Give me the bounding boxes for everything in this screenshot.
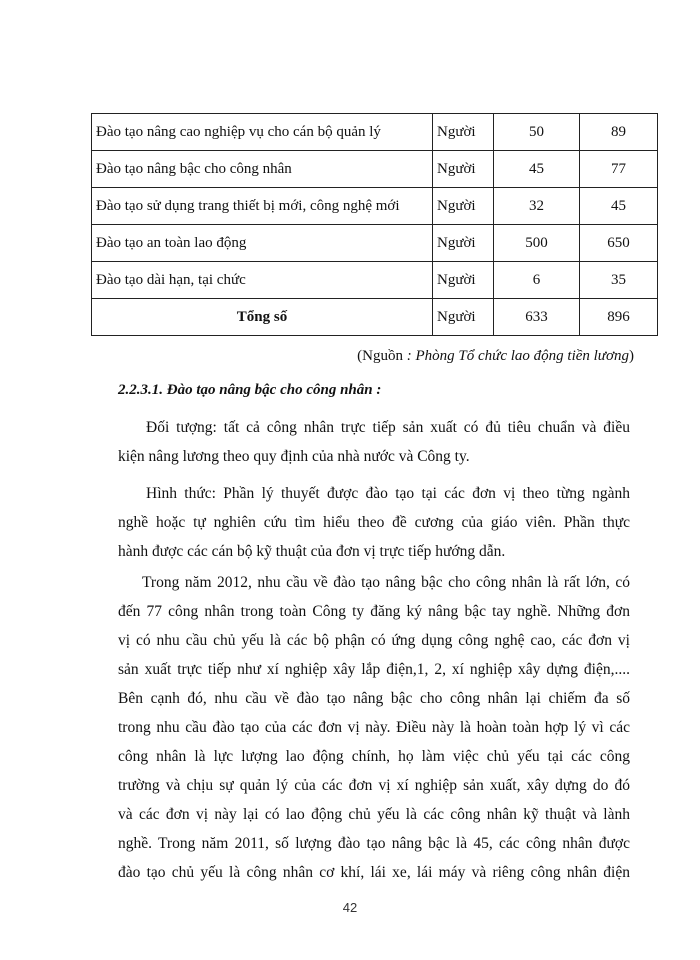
table-total-row	[92, 299, 658, 336]
table-source-note	[357, 348, 634, 365]
paragraph-line: sản xuất trực tiếp như xí nghiệp xây lắp điện,1, 2, xí nghiệp xây dựng điện,....	[118, 661, 630, 678]
paragraph-line: Trong năm 2012, nhu cầu về đào tạo nâng bậc cho công nhân là rất lớn, có	[142, 574, 630, 591]
source-suffix: )	[629, 348, 634, 364]
total-value-2012: 896	[580, 299, 658, 336]
training-table	[91, 113, 658, 336]
paragraph-line: công nhân là lực lượng lao động chính, họ làm việc chủ yếu tại các công	[118, 748, 630, 765]
total-unit: Người	[433, 299, 494, 336]
section-heading: 2.2.3.1. Đào tạo nâng bậc cho công nhân :	[118, 382, 382, 398]
paragraph-line: kiện nâng lương theo quy định của nhà nước và Công ty.	[118, 448, 470, 465]
table-row	[92, 151, 658, 188]
paragraph-line: trường và chịu sự quản lý của các đơn vị xí nghiệp sản xuất, xây dựng do đó	[118, 777, 630, 794]
row-value-2012: 89	[580, 114, 658, 151]
row-name: Đào tạo an toàn lao động	[92, 225, 433, 262]
source-text: : Phòng Tổ chức lao động tiền lương	[402, 348, 629, 364]
row-value-2012: 45	[580, 188, 658, 225]
paragraph-line: hành được các cán bộ kỹ thuật của đơn vị trực tiếp hướng dẫn.	[118, 543, 506, 560]
paragraph-line: nghề. Trong năm 2011, số lượng đào tạo nâng bậc là 45, các công nhân được	[118, 835, 630, 852]
table-row	[92, 114, 658, 151]
row-value-2012: 35	[580, 262, 658, 299]
row-value-2011: 6	[494, 262, 580, 299]
row-unit: Người	[433, 114, 494, 151]
row-value-2011: 45	[494, 151, 580, 188]
page-number: 42	[342, 900, 358, 915]
row-name: Đào tạo dài hạn, tại chức	[92, 262, 433, 299]
paragraph-line: đến 77 công nhân trong toàn Công ty đăng ký nâng bậc tay nghề. Những đơn	[118, 603, 630, 620]
row-unit: Người	[433, 225, 494, 262]
row-unit: Người	[433, 151, 494, 188]
row-name: Đào tạo nâng bậc cho công nhân	[92, 151, 433, 188]
row-name: Đào tạo sử dụng trang thiết bị mới, công nghệ mới	[92, 188, 433, 225]
row-value-2011: 500	[494, 225, 580, 262]
paragraph-line: đào tạo chủ yếu là công nhân cơ khí, lái xe, lái máy và riêng công nhân điện	[118, 864, 630, 881]
table-row	[92, 262, 658, 299]
row-value-2012: 650	[580, 225, 658, 262]
paragraph-line: vị có nhu cầu chủ yếu là các bộ phận có ứng dụng công nghệ cao, các đơn vị	[118, 632, 630, 649]
source-prefix: (Nguồn	[357, 348, 403, 364]
row-unit: Người	[433, 188, 494, 225]
row-name: Đào tạo nâng cao nghiệp vụ cho cán bộ quản lý	[92, 114, 433, 151]
row-value-2011: 32	[494, 188, 580, 225]
paragraph-target-group	[118, 413, 630, 471]
paragraph-line: Đối tượng: tất cả công nhân trực tiếp sản xuất có đủ tiêu chuẩn và điều	[146, 419, 630, 436]
paragraph-training-form	[118, 479, 630, 566]
row-value-2011: 50	[494, 114, 580, 151]
total-value-2011: 633	[494, 299, 580, 336]
table-row	[92, 225, 658, 262]
row-unit: Người	[433, 262, 494, 299]
paragraph-line: trong nhu cầu đào tạo của các đơn vị này. Điều này là hoàn toàn hợp lý vì các	[118, 719, 630, 736]
total-label: Tổng số	[92, 299, 433, 336]
paragraph-line: Bên cạnh đó, nhu cầu về đào tạo nâng bậc cho công nhân lại chiếm đa số	[118, 690, 630, 707]
paragraph-line: Hình thức: Phần lý thuyết được đào tạo tại các đơn vị theo từng ngành	[146, 485, 630, 502]
table-row	[92, 188, 658, 225]
paragraph-demand-2012	[118, 568, 630, 887]
row-value-2012: 77	[580, 151, 658, 188]
paragraph-line: nghề hoặc tự nghiên cứu tìm hiểu theo đề cương của giáo viên. Phần thực	[118, 514, 630, 531]
paragraph-line: và các đơn vị này lại có lao động chủ yếu là các công nhân kỹ thuật và lành	[118, 806, 630, 823]
